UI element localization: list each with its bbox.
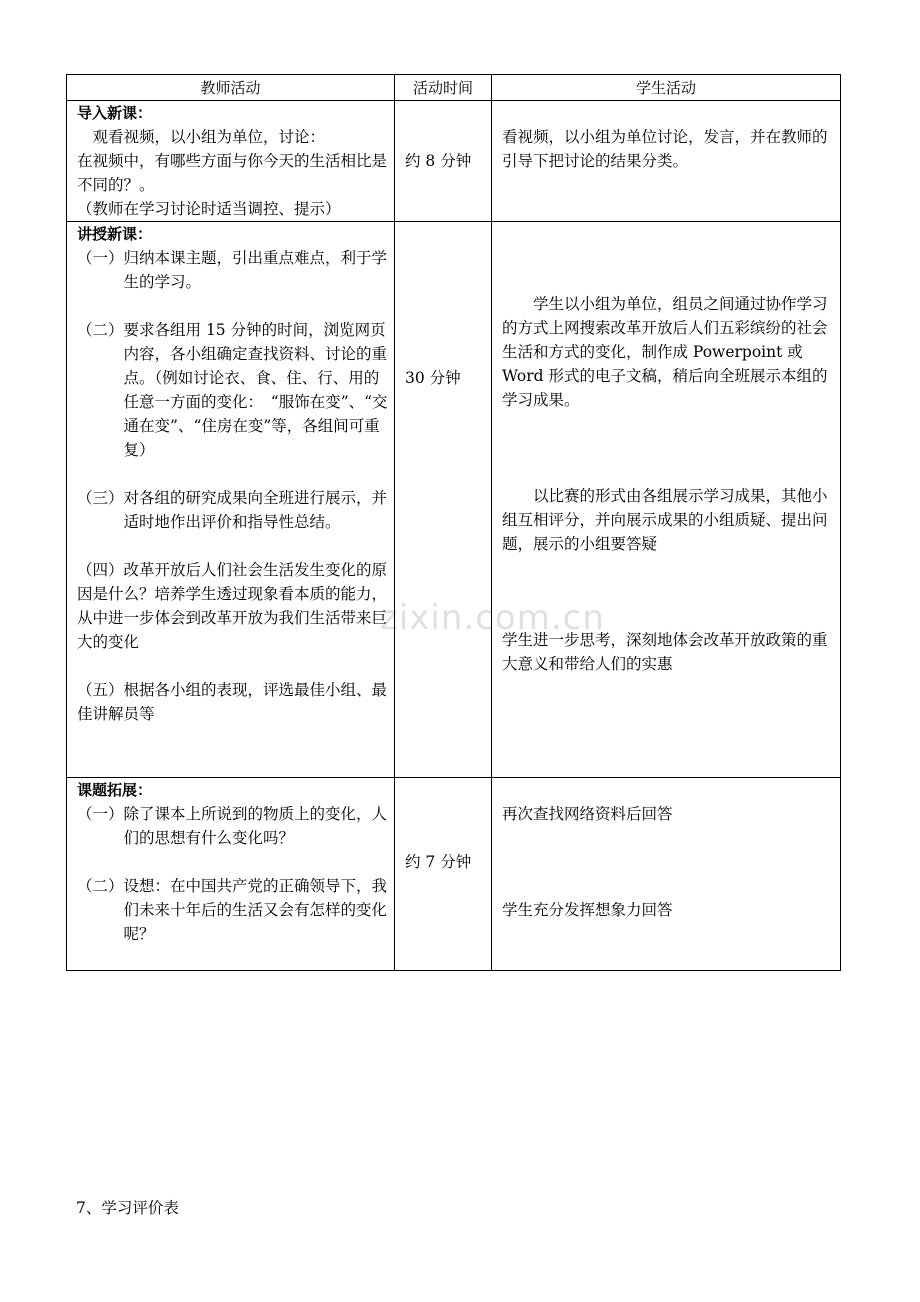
item-number: （四）	[77, 561, 124, 579]
header-row	[67, 75, 841, 101]
extension-time: 约 7 分钟	[405, 853, 472, 871]
lecture-student-para: 以比赛的形式由各组展示学习成果，其他小组互相评分，并向展示成果的小组质疑、提出问题，展示的小组要答疑	[502, 487, 828, 553]
extension-student-cell	[492, 778, 841, 971]
lecture-item	[77, 486, 388, 534]
extension-student-line: 再次查找网络资料后回答	[502, 805, 673, 823]
extension-title: 课题拓展：	[77, 781, 153, 799]
intro-time: 约 8 分钟	[405, 152, 472, 170]
intro-row	[67, 101, 841, 222]
item-text: 除了课本上所说到的物质上的变化，人们的思想有什么变化吗？	[123, 805, 388, 847]
extension-teacher-cell	[67, 778, 395, 971]
item-number: （一）	[77, 249, 124, 267]
intro-time-cell	[395, 101, 492, 222]
lecture-title: 讲授新课：	[77, 225, 153, 243]
intro-line: （教师在学习讨论时适当调控、提示）	[77, 200, 341, 218]
item-text: 对各组的研究成果向全班进行展示，并适时地作出评价和指导性总结。	[123, 489, 388, 531]
item-text: 要求各组用 15 分钟的时间，浏览网页内容，各小组确定查找资料、讨论的重点。（例如讨论衣、食、住、行、用的任意一方面的变化： “服饰在变”、“交通在变”、“住房在变”等，各组间可重复）	[123, 321, 388, 459]
item-number: （二）	[77, 877, 124, 895]
lecture-row	[67, 222, 841, 778]
lecture-item	[77, 678, 388, 726]
watermark: zixin.com.cn	[380, 598, 605, 638]
item-text: 根据各小组的表现，评选最佳小组、最佳讲解员等	[77, 681, 388, 723]
item-text: 归纳本课主题，引出重点难点，利于学生的学习。	[123, 249, 388, 291]
lecture-teacher-cell	[67, 222, 395, 778]
item-text: 设想：在中国共产党的正确领导下，我们未来十年后的生活又会有怎样的变化呢？	[123, 877, 388, 943]
intro-line: 观看视频，以小组为单位，讨论：	[92, 128, 326, 146]
header-time: 活动时间	[395, 75, 492, 101]
extension-row	[67, 778, 841, 971]
lecture-student-cell	[492, 222, 841, 778]
item-number: （五）	[77, 681, 124, 699]
item-number: （二）	[77, 321, 124, 339]
lesson-plan-table	[66, 74, 841, 971]
intro-line: 在视频中，有哪些方面与你今天的生活相比是不同的？。	[77, 152, 388, 194]
header-student: 学生活动	[492, 75, 841, 101]
item-text: 改革开放后人们社会生活发生变化的原因是什么？培养学生透过现象看本质的能力，从中进一步体会到改革开放为我们生活带来巨大的变化	[77, 561, 388, 651]
intro-student: 看视频，以小组为单位讨论，发言，并在教师的引导下把讨论的结果分类。	[502, 128, 828, 170]
lecture-time: 30 分钟	[405, 369, 461, 387]
lecture-student-para: 学生以小组为单位，组员之间通过协作学习的方式上网搜索改革开放后人们五彩缤纷的社会生活和方式的变化，制作成 Powerpoint 或 Word 形式的电子文稿，稍后向全班展示本组的学习成果。	[502, 295, 828, 409]
intro-teacher-cell	[67, 101, 395, 222]
header-teacher: 教师活动	[67, 75, 395, 101]
extension-item	[77, 802, 388, 850]
lecture-item	[77, 558, 388, 654]
extension-student-line: 学生充分发挥想象力回答	[502, 901, 673, 919]
lecture-student-para: 学生进一步思考，深刻地体会改革开放政策的重大意义和带给人们的实惠	[502, 631, 828, 673]
extension-time-cell	[395, 778, 492, 971]
item-number: （三）	[77, 489, 124, 507]
footer-heading: 7、学习评价表	[76, 1199, 179, 1217]
extension-item	[77, 874, 388, 946]
intro-title: 导入新课：	[77, 104, 153, 122]
lecture-item	[77, 318, 388, 462]
item-number: （一）	[77, 805, 124, 823]
lecture-time-cell	[395, 222, 492, 778]
intro-student-cell	[492, 101, 841, 222]
lecture-item	[77, 246, 388, 294]
